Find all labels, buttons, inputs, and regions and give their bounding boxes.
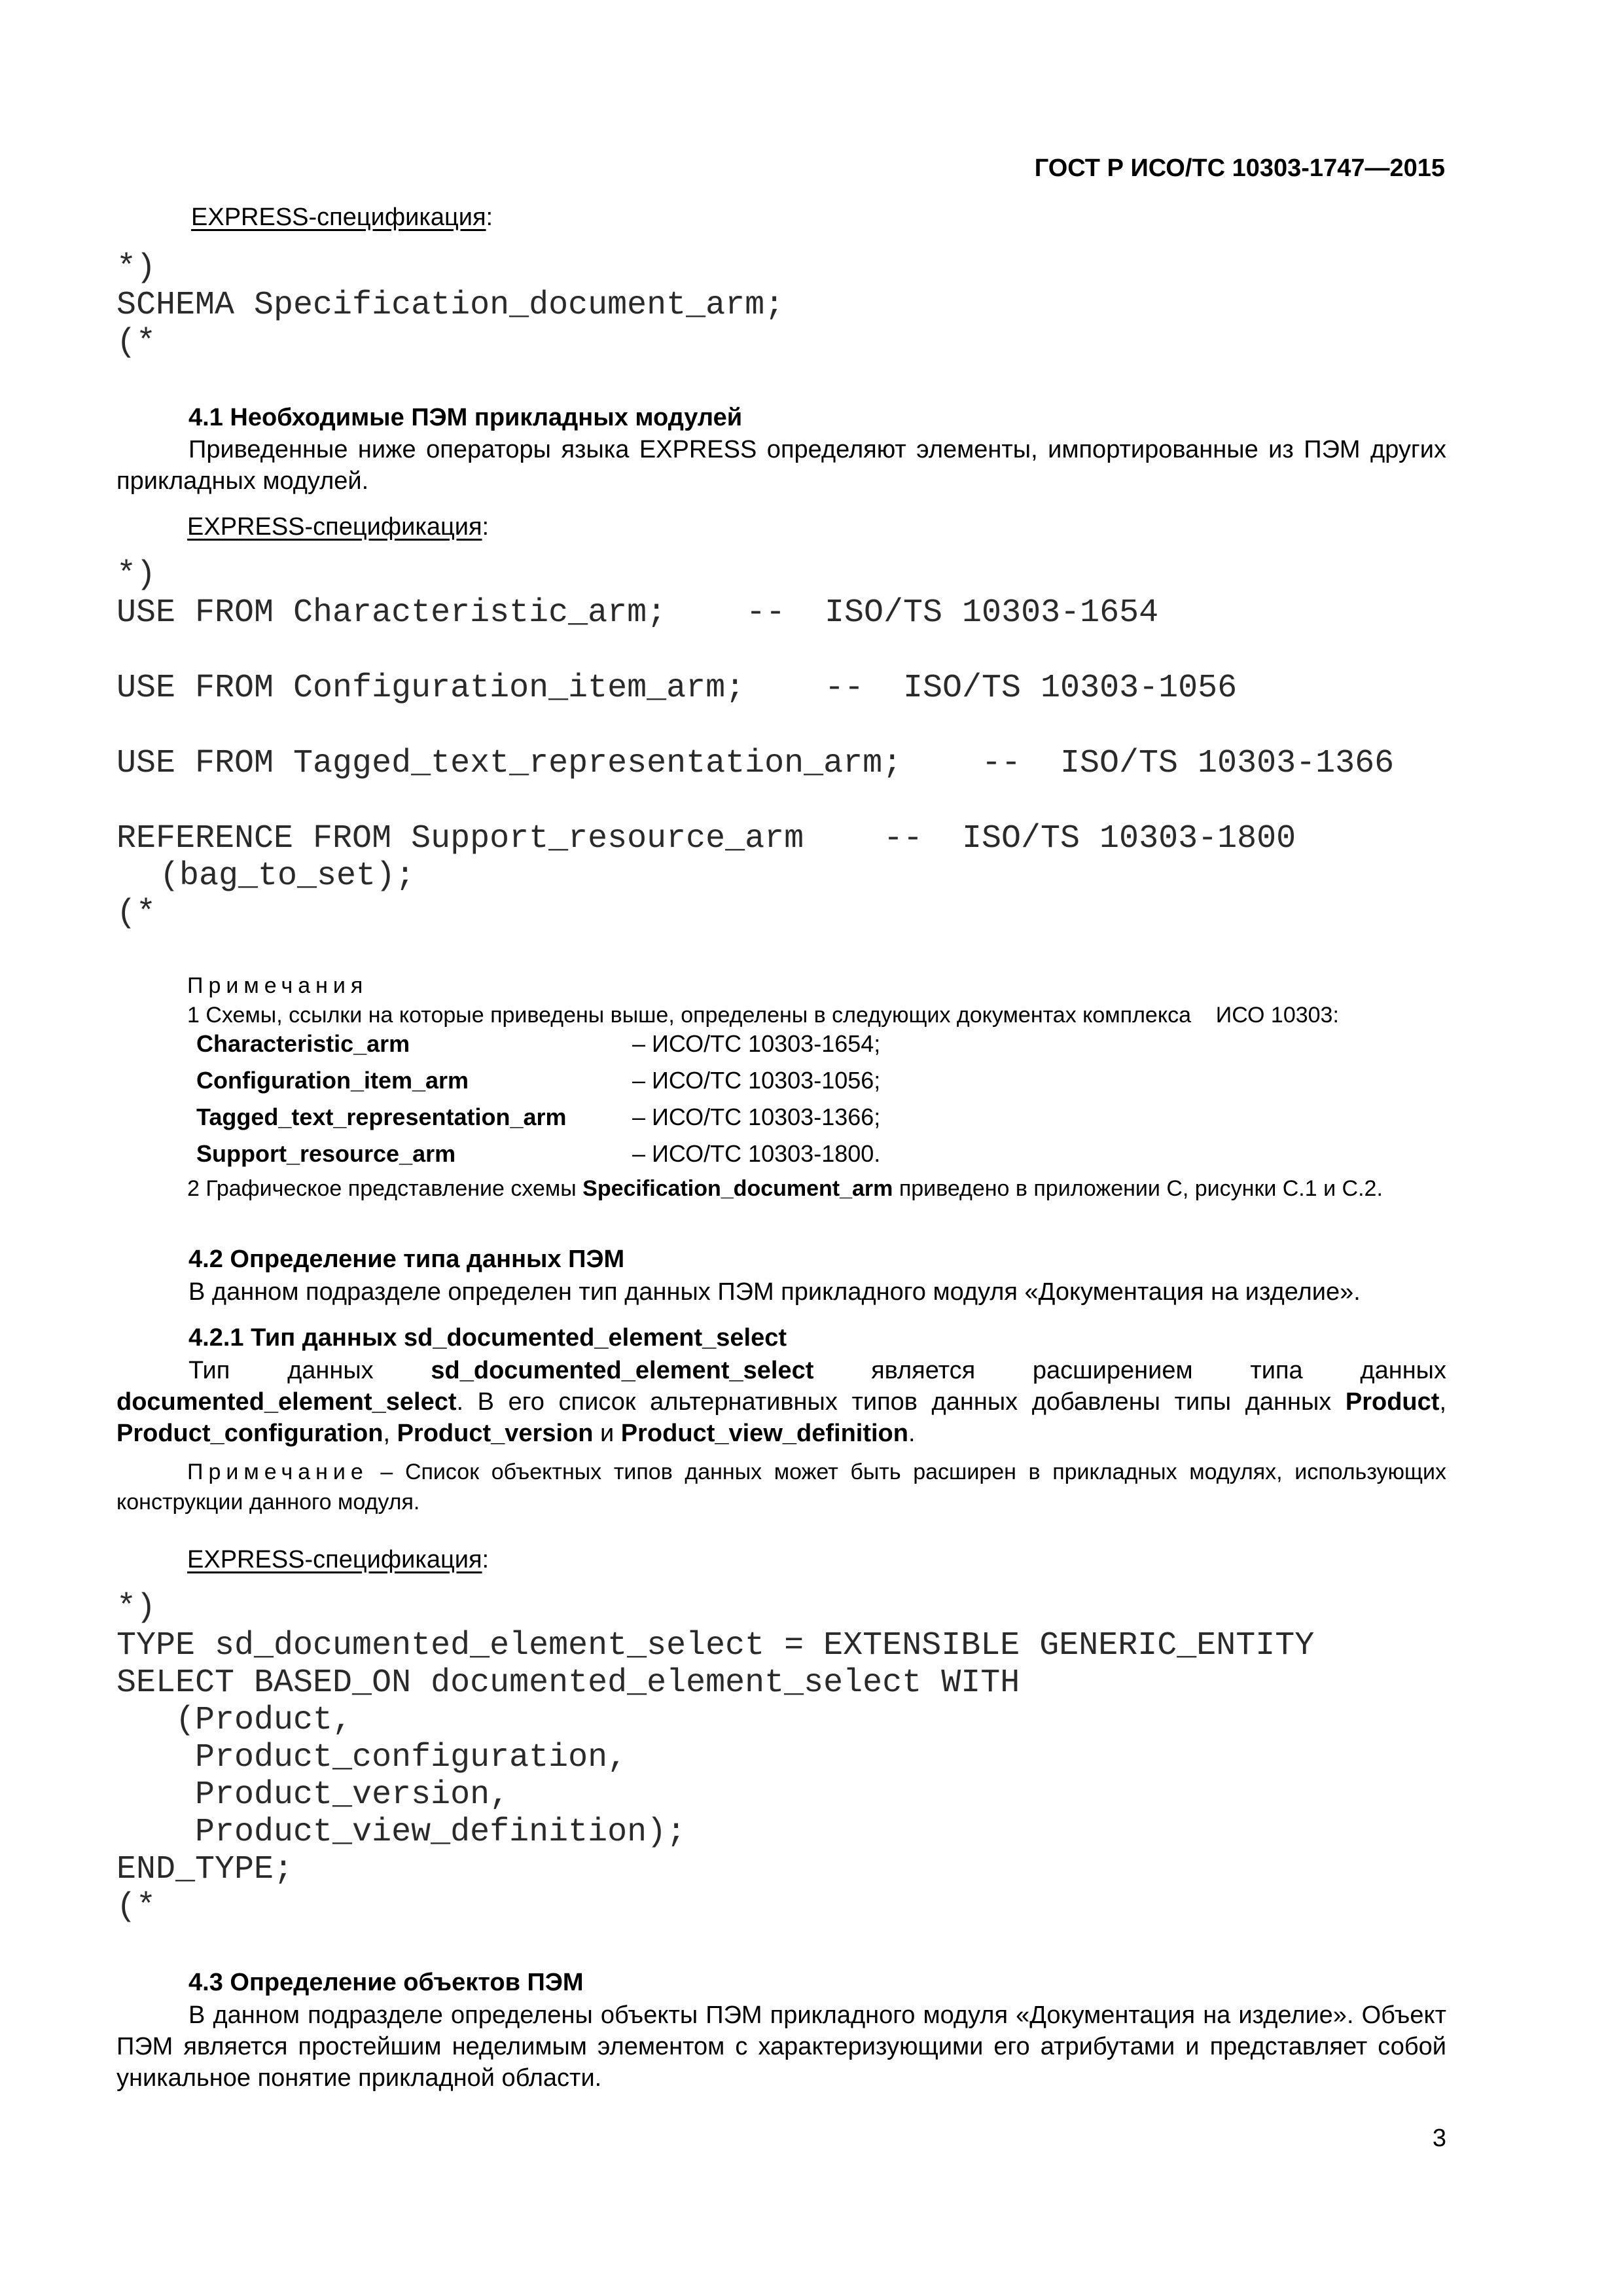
code-use-line: USE FROM Tagged_text_representation_arm;: [116, 745, 902, 782]
code-open-comment: *): [116, 1589, 156, 1626]
section-heading: 4.2 Определение типа данных ПЭМ: [188, 1246, 625, 1273]
table-row: [196, 1026, 880, 1062]
code-close-comment: (*: [116, 324, 156, 361]
table-row: [196, 1062, 880, 1099]
page-number: 3: [1432, 2125, 1446, 2152]
schema-name: Tagged_text_representation_arm: [196, 1103, 567, 1130]
code-schema-line: SCHEMA Specification_document_arm;: [116, 287, 785, 324]
note-2: 2 Графическое представление схемы Specification_document_arm приведено в приложении С, рисунки С.1 и С.2.: [187, 1176, 1383, 1201]
note-1: 1 Схемы, ссылки на которые приведены выше, определены в следующих документах комплекса ИСО 10303:: [187, 1003, 1339, 1028]
code-type-line: Product_view_definition);: [116, 1814, 687, 1851]
schema-name: Characteristic_arm: [196, 1030, 410, 1057]
code-use-reference: -- ISO/TS 10303-1056: [825, 670, 1238, 707]
code-type-line: Product_version,: [116, 1776, 510, 1814]
document-code-header: ГОСТ Р ИСО/ТС 10303-1747—2015: [1034, 154, 1445, 182]
code-open-comment: *): [116, 249, 156, 287]
express-spec-label: EXPRESS-спецификация:: [191, 204, 493, 231]
section-paragraph: Тип данных sd_documented_element_select является расширением типа данных documented_element_select. В его список альтернативных типов данных добавлены типы данных Product, Product_configuration, Product_version и Product_view_definition.: [116, 1357, 1446, 1447]
note-text: Примечание – Список объектных типов данных может быть расширен в прикладных модулях, использующих конструкции данного модуля.: [116, 1460, 1446, 1515]
code-close-comment: (*: [116, 895, 156, 932]
schema-reference: – ИСО/ТС 10303-1366;: [632, 1103, 881, 1130]
code-type-line: END_TYPE;: [116, 1851, 294, 1888]
section-heading: 4.3 Определение объектов ПЭМ: [188, 1969, 584, 1996]
express-spec-label: EXPRESS-спецификация:: [187, 513, 490, 541]
code-use-line: USE FROM Configuration_item_arm;: [116, 670, 745, 707]
code-use-reference: -- ISO/TS 10303-1366: [982, 745, 1395, 782]
section-paragraph: В данном подразделе определены объекты ПЭМ прикладного модуля «Документация на изделие». Объект ПЭМ является простейшим неделимым элементом с характеризующими его атрибутами и представляет собой уникальное понятие прикладной области.: [116, 2001, 1446, 2092]
express-spec-label: EXPRESS-спецификация:: [187, 1546, 490, 1573]
code-type-line: Product_configuration,: [116, 1739, 628, 1776]
code-use-line: USE FROM Characteristic_arm;: [116, 594, 667, 632]
code-close-comment: (*: [116, 1888, 156, 1926]
code-use-reference: -- ISO/TS 10303-1800: [883, 820, 1296, 857]
schema-reference: – ИСО/ТС 10303-1800.: [632, 1140, 881, 1167]
code-type-line: (Product,: [116, 1702, 353, 1739]
section-paragraph: Приведенные ниже операторы языка EXPRESS определяют элементы, импортированные из ПЭМ других прикладных модулей.: [116, 436, 1446, 495]
code-open-comment: *): [116, 556, 156, 594]
subsection-heading: 4.2.1 Тип данных sd_documented_element_select: [188, 1324, 787, 1352]
code-reference-line: REFERENCE FROM Support_resource_arm: [116, 820, 804, 857]
table-row: [196, 1099, 880, 1136]
notes-title: Примечания: [187, 973, 368, 998]
schema-name: Configuration_item_arm: [196, 1067, 469, 1094]
code-type-line: TYPE sd_documented_element_select = EXTENSIBLE GENERIC_ENTITY: [116, 1627, 1315, 1664]
schema-reference: – ИСО/ТС 10303-1654;: [632, 1030, 881, 1057]
schema-reference: – ИСО/ТС 10303-1056;: [632, 1067, 881, 1094]
notes-schema-table: [196, 1026, 880, 1172]
section-paragraph: В данном подразделе определен тип данных ПЭМ прикладного модуля «Документация на изделие».: [188, 1278, 1361, 1306]
table-row: [196, 1136, 880, 1172]
section-heading: 4.1 Необходимые ПЭМ прикладных модулей: [188, 404, 743, 431]
schema-name: Support_resource_arm: [196, 1140, 456, 1167]
code-continuation-line: (bag_to_set);: [160, 857, 416, 895]
code-type-line: SELECT BASED_ON documented_element_select WITH: [116, 1664, 1020, 1702]
code-use-reference: -- ISO/TS 10303-1654: [746, 594, 1159, 632]
